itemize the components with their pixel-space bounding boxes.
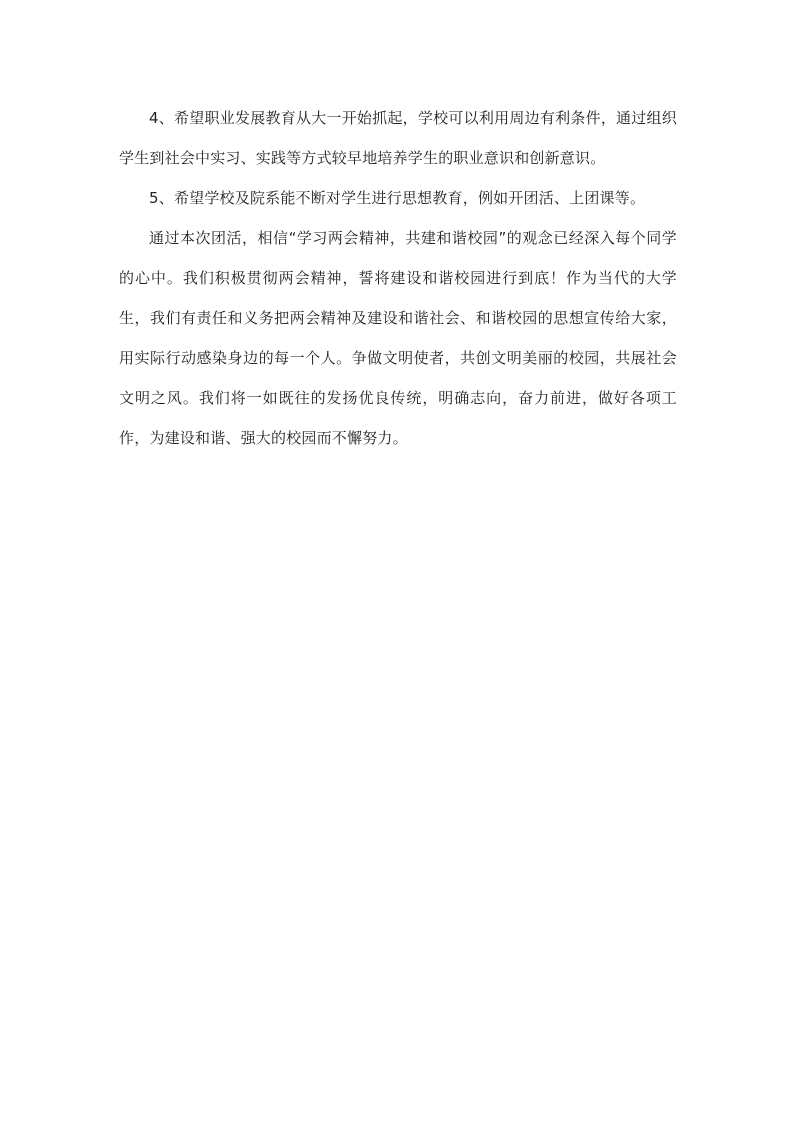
document-body bbox=[119, 98, 677, 458]
paragraph-ideological-education: 5、希望学校及院系能不断对学生进行思想教育，例如开团活、上团课等。 bbox=[149, 189, 646, 207]
paragraph-conclusion: 通过本次团活，相信“学习两会精神，共建和谐校园”的观念已经深入每个同学的心中。我们积极贯彻两会精神，誓将建设和谐校园进行到底！作为当代的大学生，我们有责任和义务把两会精神及建设和谐社会、和谐校园的思想宣传给大家，用实际行动感染身边的每一个人。争做文明使者，共创文明美丽的校园，共展社会文明之风。我们将一如既往的发扬优良传统，明确志向，奋力前进，做好各项工作，为建设和谐、强大的校园而不懈努力。 bbox=[119, 229, 677, 447]
paragraph-career-education: 4、希望职业发展教育从大一开始抓起，学校可以利用周边有利条件，通过组织学生到社会中实习、实践等方式较早地培养学生的职业意识和创新意识。 bbox=[119, 109, 677, 167]
